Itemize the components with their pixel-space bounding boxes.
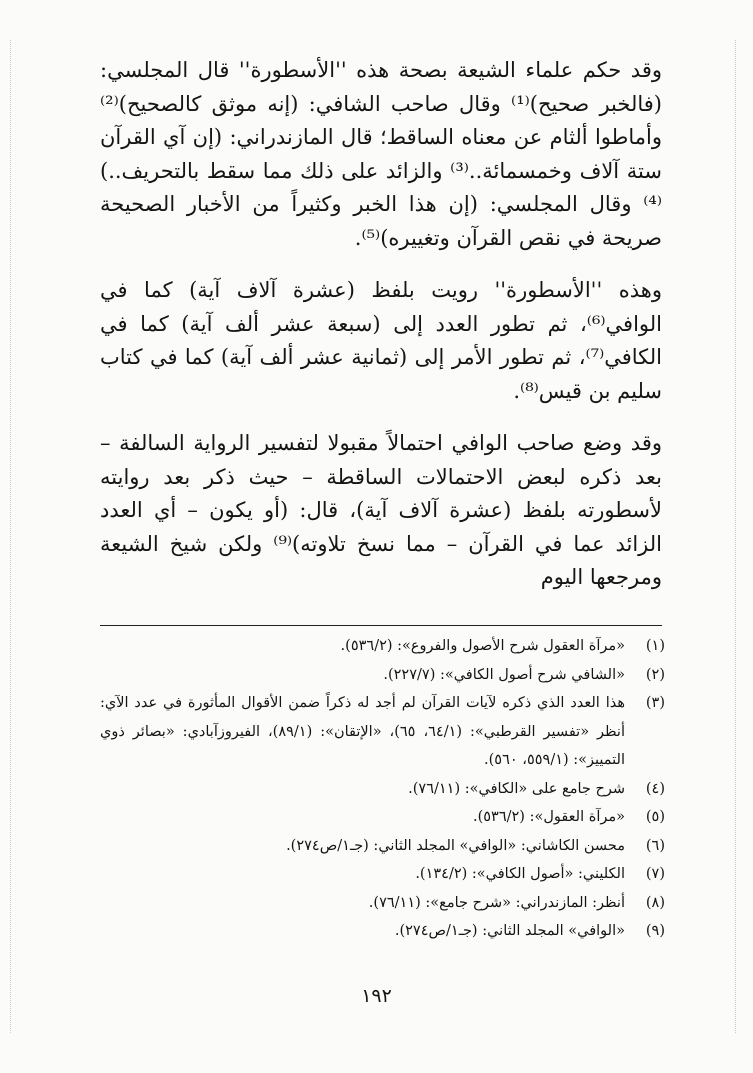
page-number: ١٩٢ bbox=[361, 985, 392, 1007]
footnote-divider bbox=[100, 625, 662, 626]
footnote-item bbox=[100, 632, 665, 661]
footnote-number: (٢) bbox=[645, 666, 665, 683]
footnote-item bbox=[100, 860, 665, 889]
footnote-item bbox=[100, 689, 665, 775]
footnote-number: (٣) bbox=[645, 695, 665, 711]
paragraph-1: وقد حكم علماء الشيعة بصحة هذه ''الأسطورة'' قال المجلسي: (فالخبر صحيح)⁽¹⁾ وقال صاحب الشافي: (إنه موثق كالصحيح)⁽²⁾ وأماطوا ألثام عن معناه الساقط؛ قال المازندراني: (إن آي القرآن ستة آلاف وخمسمائة..⁽³⁾ والزائد على ذلك مما سقط بالتحريف..)⁽⁴⁾ وقال المجلسي: (إن هذا الخبر وكثيراً من الأخبار الصحيحة صريحة في نقص القرآن وتغييره)⁽⁵⁾. bbox=[100, 58, 662, 250]
footnote-text: أنظر: المازندراني: «شرح جامع»: (٧٦/١١). bbox=[368, 894, 625, 911]
footnote-item bbox=[100, 832, 665, 861]
footnote-item bbox=[100, 775, 665, 804]
footnote-number: (٤) bbox=[645, 780, 665, 797]
footnote-text: شرح جامع على «الكافي»: (٧٦/١١). bbox=[408, 780, 625, 797]
footnote-item bbox=[100, 661, 665, 690]
footnote-number: (٦) bbox=[645, 837, 665, 854]
footnote-number: (٥) bbox=[645, 809, 665, 825]
footnote-number: (٨) bbox=[645, 894, 665, 911]
footnote-item bbox=[100, 803, 665, 832]
left-margin-line bbox=[10, 40, 11, 1033]
footnote-number: (٧) bbox=[645, 866, 665, 882]
footnote-number: (٩) bbox=[645, 923, 665, 939]
paragraph-3: وقد وضع صاحب الوافي احتمالاً مقبولا لتفسير الرواية السالفة – بعد ذكره لبعض الاحتمالات الساقطة – حيث ذكر بعد روايته لأسطورته بلفظ (عشرة آلاف آية)، قال: (أو يكون – أي العدد الزائد عما في القرآن – مما نسخ تلاوته)⁽⁹⁾ ولكن شيخ الشيعة ومرجعها اليوم bbox=[100, 431, 662, 589]
footnote-text: «الوافي» المجلد الثاني: (جـ١/ص٢٧٤). bbox=[394, 923, 625, 939]
main-text-body bbox=[100, 54, 662, 595]
footnote-text: «مرآة العقول»: (٥٣٦/٢). bbox=[472, 809, 625, 825]
footnote-text: «الشافي شرح أصول الكافي»: (٢٢٧/٧). bbox=[383, 666, 625, 683]
footnote-item bbox=[100, 917, 665, 946]
footnote-number: (١) bbox=[645, 638, 665, 654]
footnotes-list bbox=[100, 632, 665, 946]
footnote-text: الكليني: «أصول الكافي»: (١٣٤/٢). bbox=[415, 866, 625, 882]
right-margin-line bbox=[735, 40, 736, 1033]
footnote-text: هذا العدد الذي ذكره لآيات القرآن لم أجد له ذكراً ضمن الأقوال المأثورة في عدد الآي: أنظر «تفسير القرطبي»: (٦٤/١، ٦٥)، «الإتقان»: (٨٩/١)، الفيروزآبادي: «بصائر ذوي التمييز»: (٥٥٩/١، ٥٦٠). bbox=[100, 695, 625, 768]
paragraph-2: وهذه ''الأسطورة'' رويت بلفظ (عشرة آلاف آية) كما في الوافي⁽⁶⁾، ثم تطور العدد إلى (سبعة عشر ألف آية) كما في الكافي⁽⁷⁾، ثم تطور الأمر إلى (ثمانية عشر ألف آية) كما في كتاب سليم بن قيس⁽⁸⁾. bbox=[100, 278, 662, 403]
footnote-text: محسن الكاشاني: «الوافي» المجلد الثاني: (جـ١/ص٢٧٤). bbox=[286, 837, 625, 854]
footnote-item bbox=[100, 889, 665, 918]
footnote-text: «مرآة العقول شرح الأصول والفروع»: (٥٣٦/٢). bbox=[340, 638, 625, 654]
